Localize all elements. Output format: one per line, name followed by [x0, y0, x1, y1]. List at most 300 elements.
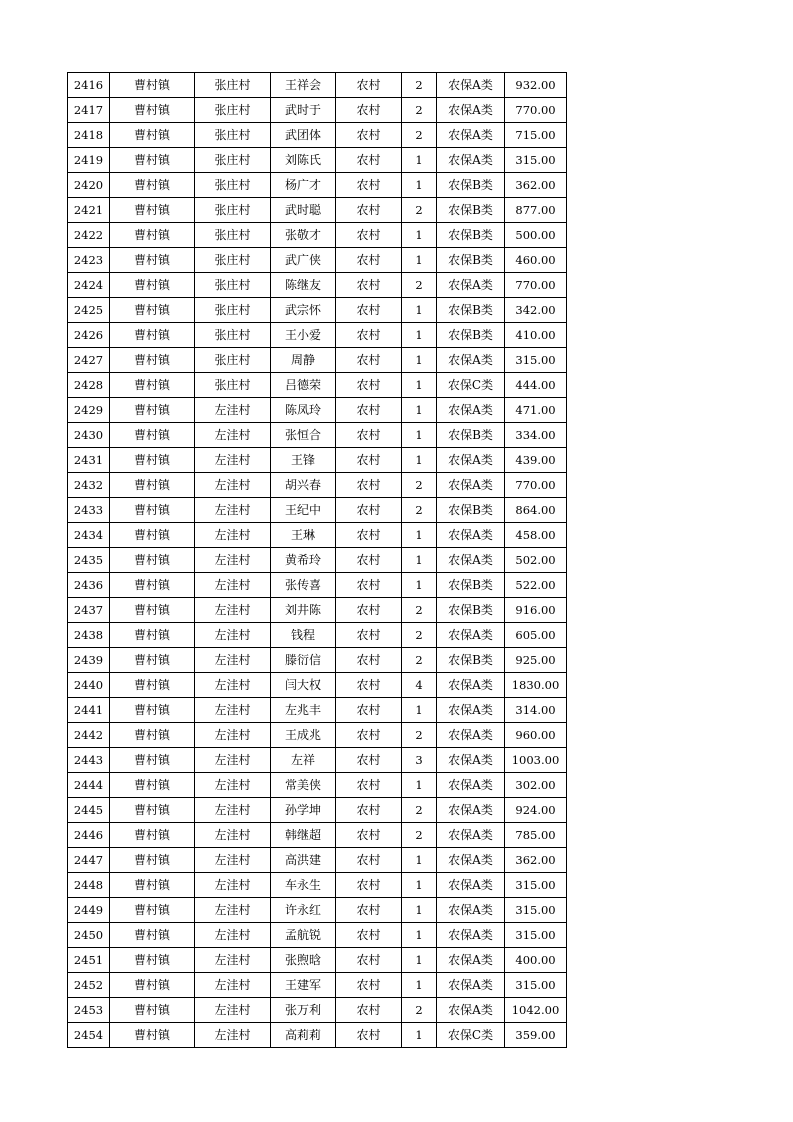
table-row — [68, 623, 567, 648]
category-cell: 农保A类 — [437, 148, 505, 173]
township-cell: 曹村镇 — [110, 848, 195, 873]
amount-cell: 770.00 — [505, 273, 567, 298]
category-cell: 农保A类 — [437, 448, 505, 473]
village-cell: 左洼村 — [195, 923, 271, 948]
category-cell: 农保A类 — [437, 798, 505, 823]
table-row — [68, 798, 567, 823]
name-cell: 张万利 — [271, 998, 336, 1023]
village-cell: 张庄村 — [195, 323, 271, 348]
type-cell: 农村 — [336, 198, 402, 223]
table-row — [68, 648, 567, 673]
table-row — [68, 923, 567, 948]
village-cell: 张庄村 — [195, 148, 271, 173]
amount-cell: 314.00 — [505, 698, 567, 723]
row-number: 2451 — [68, 948, 110, 973]
count-cell: 1 — [402, 173, 437, 198]
type-cell: 农村 — [336, 648, 402, 673]
village-cell: 张庄村 — [195, 373, 271, 398]
category-cell: 农保C类 — [437, 1023, 505, 1048]
township-cell: 曹村镇 — [110, 948, 195, 973]
row-number: 2441 — [68, 698, 110, 723]
name-cell: 陈凤玲 — [271, 398, 336, 423]
type-cell: 农村 — [336, 873, 402, 898]
amount-cell: 924.00 — [505, 798, 567, 823]
name-cell: 孟航锐 — [271, 923, 336, 948]
amount-cell: 315.00 — [505, 923, 567, 948]
village-cell: 左洼村 — [195, 798, 271, 823]
count-cell: 2 — [402, 598, 437, 623]
table-row — [68, 723, 567, 748]
township-cell: 曹村镇 — [110, 123, 195, 148]
village-cell: 左洼村 — [195, 823, 271, 848]
amount-cell: 359.00 — [505, 1023, 567, 1048]
table-row — [68, 298, 567, 323]
amount-cell: 770.00 — [505, 98, 567, 123]
village-cell: 张庄村 — [195, 123, 271, 148]
village-cell: 左洼村 — [195, 423, 271, 448]
table-row — [68, 898, 567, 923]
count-cell: 1 — [402, 448, 437, 473]
name-cell: 常美侠 — [271, 773, 336, 798]
village-cell: 左洼村 — [195, 873, 271, 898]
village-cell: 张庄村 — [195, 273, 271, 298]
count-cell: 1 — [402, 398, 437, 423]
township-cell: 曹村镇 — [110, 923, 195, 948]
count-cell: 1 — [402, 298, 437, 323]
type-cell: 农村 — [336, 523, 402, 548]
name-cell: 高洪建 — [271, 848, 336, 873]
table-row — [68, 773, 567, 798]
township-cell: 曹村镇 — [110, 298, 195, 323]
category-cell: 农保A类 — [437, 523, 505, 548]
name-cell: 陈继友 — [271, 273, 336, 298]
name-cell: 黄希玲 — [271, 548, 336, 573]
count-cell: 4 — [402, 673, 437, 698]
table-row — [68, 548, 567, 573]
category-cell: 农保A类 — [437, 873, 505, 898]
amount-cell: 439.00 — [505, 448, 567, 473]
name-cell: 刘陈氏 — [271, 148, 336, 173]
category-cell: 农保B类 — [437, 498, 505, 523]
type-cell: 农村 — [336, 473, 402, 498]
table-row — [68, 173, 567, 198]
row-number: 2432 — [68, 473, 110, 498]
count-cell: 2 — [402, 73, 437, 98]
name-cell: 刘井陈 — [271, 598, 336, 623]
category-cell: 农保A类 — [437, 623, 505, 648]
type-cell: 农村 — [336, 798, 402, 823]
count-cell: 1 — [402, 373, 437, 398]
township-cell: 曹村镇 — [110, 998, 195, 1023]
amount-cell: 362.00 — [505, 848, 567, 873]
type-cell: 农村 — [336, 148, 402, 173]
name-cell: 孙学坤 — [271, 798, 336, 823]
count-cell: 1 — [402, 423, 437, 448]
township-cell: 曹村镇 — [110, 823, 195, 848]
row-number: 2442 — [68, 723, 110, 748]
row-number: 2448 — [68, 873, 110, 898]
name-cell: 高莉莉 — [271, 1023, 336, 1048]
village-cell: 张庄村 — [195, 248, 271, 273]
count-cell: 1 — [402, 248, 437, 273]
township-cell: 曹村镇 — [110, 423, 195, 448]
township-cell: 曹村镇 — [110, 198, 195, 223]
village-cell: 左洼村 — [195, 698, 271, 723]
name-cell: 车永生 — [271, 873, 336, 898]
category-cell: 农保A类 — [437, 73, 505, 98]
amount-cell: 522.00 — [505, 573, 567, 598]
township-cell: 曹村镇 — [110, 973, 195, 998]
type-cell: 农村 — [336, 448, 402, 473]
row-number: 2424 — [68, 273, 110, 298]
count-cell: 1 — [402, 548, 437, 573]
row-number: 2416 — [68, 73, 110, 98]
name-cell: 张煦晗 — [271, 948, 336, 973]
name-cell: 王纪中 — [271, 498, 336, 523]
table-row — [68, 823, 567, 848]
type-cell: 农村 — [336, 998, 402, 1023]
township-cell: 曹村镇 — [110, 773, 195, 798]
row-number: 2425 — [68, 298, 110, 323]
township-cell: 曹村镇 — [110, 798, 195, 823]
category-cell: 农保A类 — [437, 848, 505, 873]
row-number: 2422 — [68, 223, 110, 248]
category-cell: 农保B类 — [437, 248, 505, 273]
name-cell: 左兆丰 — [271, 698, 336, 723]
name-cell: 张敬才 — [271, 223, 336, 248]
count-cell: 3 — [402, 748, 437, 773]
village-cell: 左洼村 — [195, 473, 271, 498]
row-number: 2427 — [68, 348, 110, 373]
name-cell: 武宗怀 — [271, 298, 336, 323]
type-cell: 农村 — [336, 173, 402, 198]
table-row — [68, 273, 567, 298]
row-number: 2434 — [68, 523, 110, 548]
row-number: 2438 — [68, 623, 110, 648]
count-cell: 1 — [402, 148, 437, 173]
name-cell: 王锋 — [271, 448, 336, 473]
row-number: 2452 — [68, 973, 110, 998]
amount-cell: 715.00 — [505, 123, 567, 148]
table-row — [68, 98, 567, 123]
township-cell: 曹村镇 — [110, 273, 195, 298]
name-cell: 王小爱 — [271, 323, 336, 348]
count-cell: 1 — [402, 323, 437, 348]
amount-cell: 932.00 — [505, 73, 567, 98]
township-cell: 曹村镇 — [110, 698, 195, 723]
row-number: 2443 — [68, 748, 110, 773]
amount-cell: 925.00 — [505, 648, 567, 673]
type-cell: 农村 — [336, 898, 402, 923]
category-cell: 农保B类 — [437, 648, 505, 673]
category-cell: 农保A类 — [437, 923, 505, 948]
table-row — [68, 423, 567, 448]
row-number: 2449 — [68, 898, 110, 923]
table-row — [68, 698, 567, 723]
village-cell: 张庄村 — [195, 98, 271, 123]
row-number: 2419 — [68, 148, 110, 173]
row-number: 2436 — [68, 573, 110, 598]
row-number: 2429 — [68, 398, 110, 423]
amount-cell: 315.00 — [505, 898, 567, 923]
category-cell: 农保B类 — [437, 573, 505, 598]
record-table — [67, 72, 567, 1048]
township-cell: 曹村镇 — [110, 673, 195, 698]
name-cell: 吕德荣 — [271, 373, 336, 398]
township-cell: 曹村镇 — [110, 348, 195, 373]
category-cell: 农保A类 — [437, 98, 505, 123]
township-cell: 曹村镇 — [110, 523, 195, 548]
count-cell: 2 — [402, 198, 437, 223]
row-number: 2420 — [68, 173, 110, 198]
table-row — [68, 473, 567, 498]
type-cell: 农村 — [336, 73, 402, 98]
village-cell: 左洼村 — [195, 623, 271, 648]
amount-cell: 605.00 — [505, 623, 567, 648]
township-cell: 曹村镇 — [110, 173, 195, 198]
count-cell: 2 — [402, 998, 437, 1023]
type-cell: 农村 — [336, 923, 402, 948]
count-cell: 2 — [402, 273, 437, 298]
amount-cell: 460.00 — [505, 248, 567, 273]
table-row — [68, 598, 567, 623]
amount-cell: 502.00 — [505, 548, 567, 573]
category-cell: 农保C类 — [437, 373, 505, 398]
category-cell: 农保B类 — [437, 598, 505, 623]
type-cell: 农村 — [336, 673, 402, 698]
amount-cell: 877.00 — [505, 198, 567, 223]
township-cell: 曹村镇 — [110, 223, 195, 248]
type-cell: 农村 — [336, 548, 402, 573]
category-cell: 农保A类 — [437, 348, 505, 373]
row-number: 2450 — [68, 923, 110, 948]
name-cell: 胡兴春 — [271, 473, 336, 498]
name-cell: 王琳 — [271, 523, 336, 548]
table-row — [68, 948, 567, 973]
township-cell: 曹村镇 — [110, 448, 195, 473]
township-cell: 曹村镇 — [110, 148, 195, 173]
type-cell: 农村 — [336, 1023, 402, 1048]
count-cell: 1 — [402, 523, 437, 548]
row-number: 2423 — [68, 248, 110, 273]
type-cell: 农村 — [336, 698, 402, 723]
table-body — [68, 73, 567, 1048]
name-cell: 周静 — [271, 348, 336, 373]
type-cell: 农村 — [336, 598, 402, 623]
village-cell: 张庄村 — [195, 173, 271, 198]
table-row — [68, 73, 567, 98]
category-cell: 农保A类 — [437, 773, 505, 798]
township-cell: 曹村镇 — [110, 548, 195, 573]
village-cell: 张庄村 — [195, 348, 271, 373]
type-cell: 农村 — [336, 748, 402, 773]
row-number: 2437 — [68, 598, 110, 623]
row-number: 2428 — [68, 373, 110, 398]
table-row — [68, 498, 567, 523]
amount-cell: 500.00 — [505, 223, 567, 248]
township-cell: 曹村镇 — [110, 323, 195, 348]
category-cell: 农保A类 — [437, 973, 505, 998]
row-number: 2435 — [68, 548, 110, 573]
table-row — [68, 748, 567, 773]
amount-cell: 315.00 — [505, 148, 567, 173]
village-cell: 左洼村 — [195, 648, 271, 673]
name-cell: 张恒合 — [271, 423, 336, 448]
name-cell: 张传喜 — [271, 573, 336, 598]
count-cell: 1 — [402, 973, 437, 998]
row-number: 2431 — [68, 448, 110, 473]
count-cell: 1 — [402, 898, 437, 923]
amount-cell: 785.00 — [505, 823, 567, 848]
name-cell: 闫大权 — [271, 673, 336, 698]
row-number: 2440 — [68, 673, 110, 698]
name-cell: 武时于 — [271, 98, 336, 123]
amount-cell: 1003.00 — [505, 748, 567, 773]
row-number: 2433 — [68, 498, 110, 523]
type-cell: 农村 — [336, 323, 402, 348]
table-row — [68, 323, 567, 348]
amount-cell: 342.00 — [505, 298, 567, 323]
name-cell: 杨广才 — [271, 173, 336, 198]
village-cell: 左洼村 — [195, 448, 271, 473]
amount-cell: 864.00 — [505, 498, 567, 523]
type-cell: 农村 — [336, 948, 402, 973]
category-cell: 农保A类 — [437, 273, 505, 298]
name-cell: 武团体 — [271, 123, 336, 148]
category-cell: 农保B类 — [437, 323, 505, 348]
village-cell: 左洼村 — [195, 1023, 271, 1048]
category-cell: 农保A类 — [437, 673, 505, 698]
table-row — [68, 1023, 567, 1048]
count-cell: 2 — [402, 473, 437, 498]
category-cell: 农保A类 — [437, 998, 505, 1023]
table-row — [68, 873, 567, 898]
count-cell: 2 — [402, 98, 437, 123]
village-cell: 张庄村 — [195, 198, 271, 223]
count-cell: 2 — [402, 648, 437, 673]
count-cell: 1 — [402, 573, 437, 598]
village-cell: 左洼村 — [195, 548, 271, 573]
table-row — [68, 523, 567, 548]
type-cell: 农村 — [336, 348, 402, 373]
amount-cell: 960.00 — [505, 723, 567, 748]
count-cell: 1 — [402, 923, 437, 948]
count-cell: 1 — [402, 948, 437, 973]
table-row — [68, 998, 567, 1023]
type-cell: 农村 — [336, 298, 402, 323]
category-cell: 农保A类 — [437, 723, 505, 748]
amount-cell: 400.00 — [505, 948, 567, 973]
row-number: 2421 — [68, 198, 110, 223]
category-cell: 农保A类 — [437, 473, 505, 498]
count-cell: 2 — [402, 823, 437, 848]
category-cell: 农保A类 — [437, 748, 505, 773]
amount-cell: 334.00 — [505, 423, 567, 448]
amount-cell: 471.00 — [505, 398, 567, 423]
name-cell: 韩继超 — [271, 823, 336, 848]
type-cell: 农村 — [336, 423, 402, 448]
village-cell: 左洼村 — [195, 498, 271, 523]
township-cell: 曹村镇 — [110, 473, 195, 498]
row-number: 2418 — [68, 123, 110, 148]
type-cell: 农村 — [336, 848, 402, 873]
type-cell: 农村 — [336, 223, 402, 248]
row-number: 2447 — [68, 848, 110, 873]
name-cell: 王建军 — [271, 973, 336, 998]
type-cell: 农村 — [336, 273, 402, 298]
village-cell: 左洼村 — [195, 848, 271, 873]
row-number: 2444 — [68, 773, 110, 798]
table-row — [68, 673, 567, 698]
township-cell: 曹村镇 — [110, 873, 195, 898]
count-cell: 2 — [402, 723, 437, 748]
name-cell: 王祥会 — [271, 73, 336, 98]
township-cell: 曹村镇 — [110, 1023, 195, 1048]
count-cell: 2 — [402, 623, 437, 648]
table-row — [68, 973, 567, 998]
township-cell: 曹村镇 — [110, 623, 195, 648]
row-number: 2446 — [68, 823, 110, 848]
row-number: 2454 — [68, 1023, 110, 1048]
category-cell: 农保B类 — [437, 173, 505, 198]
count-cell: 2 — [402, 498, 437, 523]
category-cell: 农保A类 — [437, 823, 505, 848]
village-cell: 张庄村 — [195, 73, 271, 98]
row-number: 2426 — [68, 323, 110, 348]
township-cell: 曹村镇 — [110, 598, 195, 623]
table-row — [68, 123, 567, 148]
village-cell: 张庄村 — [195, 223, 271, 248]
category-cell: 农保A类 — [437, 948, 505, 973]
table-row — [68, 373, 567, 398]
type-cell: 农村 — [336, 498, 402, 523]
township-cell: 曹村镇 — [110, 898, 195, 923]
amount-cell: 315.00 — [505, 973, 567, 998]
name-cell: 武时聪 — [271, 198, 336, 223]
category-cell: 农保A类 — [437, 698, 505, 723]
category-cell: 农保B类 — [437, 298, 505, 323]
township-cell: 曹村镇 — [110, 498, 195, 523]
category-cell: 农保A类 — [437, 123, 505, 148]
table-row — [68, 448, 567, 473]
township-cell: 曹村镇 — [110, 73, 195, 98]
type-cell: 农村 — [336, 573, 402, 598]
count-cell: 1 — [402, 873, 437, 898]
table-row — [68, 223, 567, 248]
village-cell: 左洼村 — [195, 748, 271, 773]
table-row — [68, 348, 567, 373]
type-cell: 农村 — [336, 398, 402, 423]
row-number: 2430 — [68, 423, 110, 448]
count-cell: 2 — [402, 123, 437, 148]
category-cell: 农保A类 — [437, 898, 505, 923]
name-cell: 钱程 — [271, 623, 336, 648]
category-cell: 农保A类 — [437, 398, 505, 423]
village-cell: 左洼村 — [195, 573, 271, 598]
township-cell: 曹村镇 — [110, 648, 195, 673]
village-cell: 张庄村 — [195, 298, 271, 323]
type-cell: 农村 — [336, 123, 402, 148]
row-number: 2445 — [68, 798, 110, 823]
type-cell: 农村 — [336, 823, 402, 848]
name-cell: 滕衍信 — [271, 648, 336, 673]
category-cell: 农保B类 — [437, 423, 505, 448]
village-cell: 左洼村 — [195, 673, 271, 698]
amount-cell: 410.00 — [505, 323, 567, 348]
name-cell: 许永红 — [271, 898, 336, 923]
name-cell: 武广侠 — [271, 248, 336, 273]
type-cell: 农村 — [336, 973, 402, 998]
